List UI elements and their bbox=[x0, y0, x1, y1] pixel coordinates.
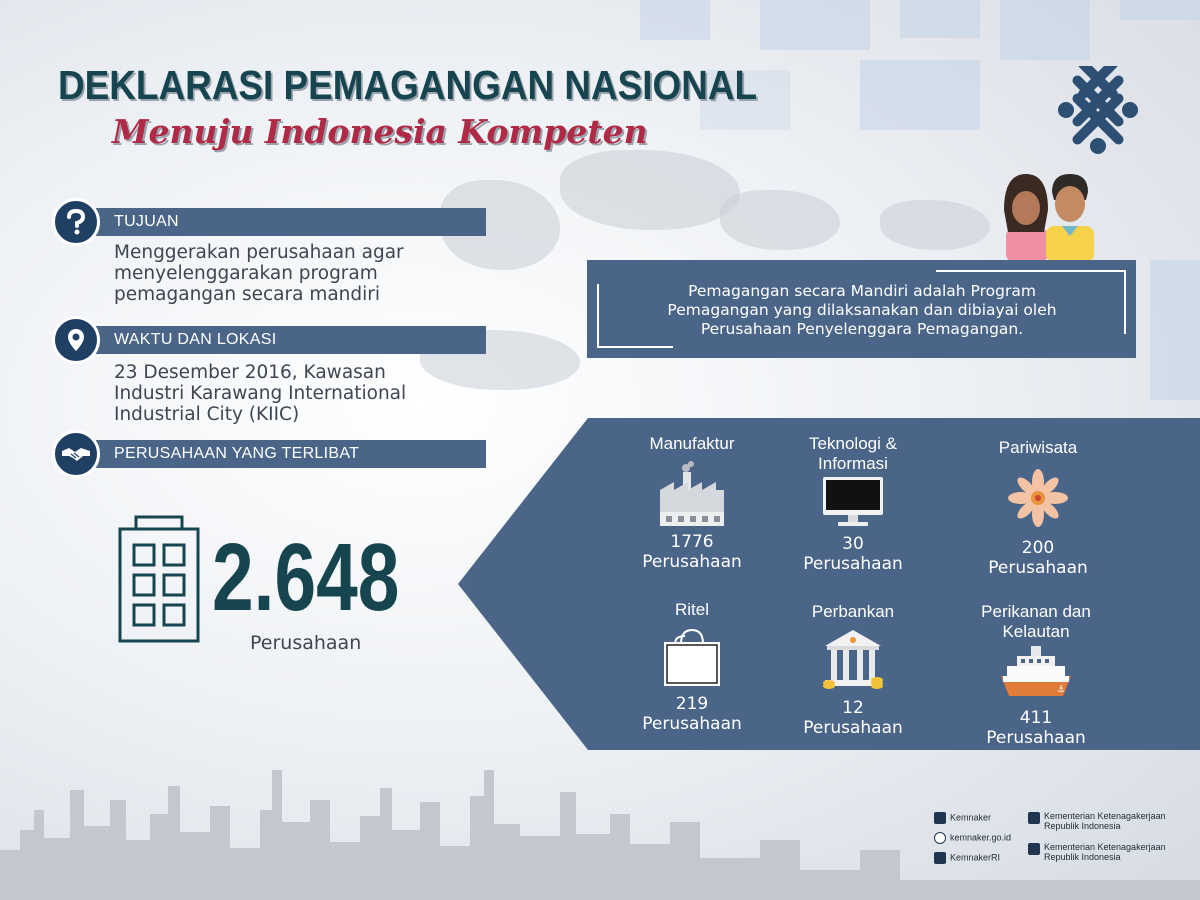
ship-icon bbox=[1001, 644, 1071, 700]
tujuan-text: Menggerakan perusahaan agar menyelenggarakan program pemagangan secara mandiri bbox=[114, 242, 404, 305]
category-teknologi-informasi: Teknologi & Informasi 30 Perusahaan bbox=[803, 434, 903, 574]
category-perikanan-kelautan: Perikanan dan Kelautan ⚓ 411 Perusahaan bbox=[981, 602, 1091, 748]
total-companies-unit: Perusahaan bbox=[250, 632, 362, 654]
category-manufaktur: Manufaktur 1776 Perusahaan bbox=[642, 434, 742, 572]
people-illustration-icon bbox=[1000, 170, 1100, 262]
category-pariwisata: Pariwisata 200 Perusahaan bbox=[988, 438, 1088, 578]
web-icon bbox=[934, 832, 946, 844]
location-pin-icon bbox=[52, 316, 100, 364]
computer-monitor-icon bbox=[822, 476, 884, 528]
bank-icon bbox=[821, 628, 885, 692]
section-header-perusahaan bbox=[70, 440, 486, 468]
question-icon bbox=[52, 198, 100, 246]
waktu-lokasi-text: 23 Desember 2016, Kawasan Industri Karawang International Industrial City (KIIC) bbox=[114, 362, 407, 425]
section-heading: PERUSAHAAN YANG TERLIBAT bbox=[114, 445, 360, 462]
definition-text: Pemagangan secara Mandiri adalah Program Pemagangan yang dilaksanakan dan dibiayai oleh Perusahaan Penyelenggara Pemagangan. bbox=[667, 282, 1057, 338]
factory-icon bbox=[660, 460, 724, 526]
footer-youtube[interactable]: Kementerian Ketenagakerjaan Republik Indonesia bbox=[1028, 842, 1166, 862]
category-ritel: Ritel 219 Perusahaan bbox=[642, 600, 742, 734]
flower-icon bbox=[1007, 468, 1069, 528]
footer-facebook[interactable]: Kementerian Ketenagakerjaan Republik Indonesia bbox=[1028, 811, 1166, 831]
definition-box bbox=[587, 260, 1136, 358]
building-icon bbox=[118, 515, 200, 643]
facebook-icon bbox=[1028, 812, 1040, 824]
handshake-icon bbox=[52, 430, 100, 478]
city-skyline bbox=[0, 730, 1200, 900]
footer-twitter[interactable]: KemnakerRI bbox=[934, 852, 1000, 864]
shopping-bag-icon bbox=[661, 626, 723, 688]
total-companies-value: 2.648 bbox=[212, 524, 400, 631]
footer-website[interactable]: kemnaker.go.id bbox=[934, 832, 1011, 844]
section-header-waktu-lokasi bbox=[70, 326, 486, 354]
twitter-icon bbox=[934, 852, 946, 864]
kemnaker-logo-icon bbox=[1052, 66, 1144, 154]
page-title: DEKLARASI PEMAGANGAN NASIONAL bbox=[58, 62, 758, 108]
page-subtitle: Menuju Indonesia Kompeten bbox=[112, 112, 648, 151]
category-perbankan: Perbankan 12 Perusahaan bbox=[803, 602, 903, 738]
section-header-tujuan bbox=[70, 208, 486, 236]
section-heading: TUJUAN bbox=[114, 213, 179, 230]
section-heading: WAKTU DAN LOKASI bbox=[114, 331, 277, 348]
instagram-icon bbox=[934, 812, 946, 824]
youtube-icon bbox=[1028, 843, 1040, 855]
footer-instagram[interactable]: Kemnaker bbox=[934, 812, 991, 824]
svg-text:⚓: ⚓ bbox=[1057, 685, 1066, 695]
